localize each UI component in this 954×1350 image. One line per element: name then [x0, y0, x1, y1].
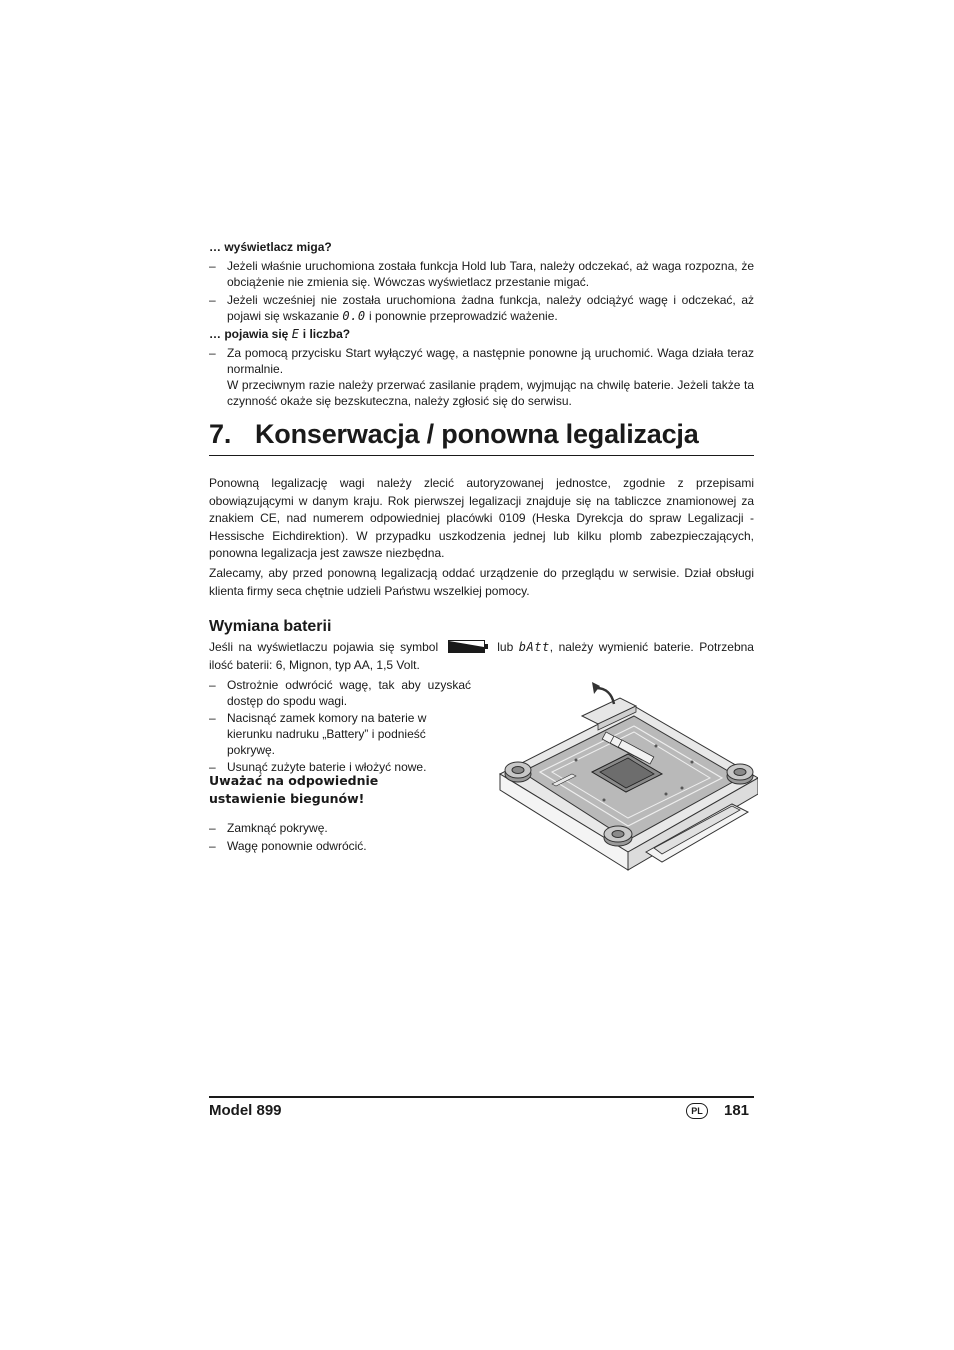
lcd-reading-zero: 0.0: [342, 309, 366, 323]
section-title: Konserwacja / ponowna legalizacja: [255, 419, 699, 449]
list-item-text-continued: W przeciwnym razie należy przerwać zasilanie prądem, wyjmując na chwilę baterie. Jeżeli także ta czynność okaże się bezskuteczna, należy zgłosić się do serwisu.: [227, 378, 754, 408]
list-dash: –: [209, 346, 216, 360]
paragraph: Ponowną legalizację wagi należy zlecić autoryzowanej jednostce, zgodnie z przepisami obowiązującymi w danym kraju. Rok pierwszej legalizacji znajduje się na tabliczce znamionowej za znakiem CE, nad numerem odpowiedniej placówki 0109 (Heska Dyrekcja do spraw Legalizacji - Hessische Eichdirektion). W przypadku uszkodzenia jednej lub kilku plomb zabezpieczających, ponowna legalizacja jest zawsze niezbędna.: [209, 476, 754, 561]
polarity-warning: [209, 772, 378, 808]
lcd-error-symbol: E: [291, 327, 300, 341]
list-dash: –: [209, 259, 216, 273]
list-item-text: Wagę ponownie odwrócić.: [227, 839, 367, 853]
polarity-warning-line2: ustawienie biegunów!: [209, 791, 365, 806]
subsection-heading: Wymiana baterii: [209, 618, 332, 635]
list-item: [209, 345, 754, 409]
list-item-text: Za pomocą przycisku Start wyłączyć wagę, a następnie ponowne ją uruchomić. Waga działa teraz normalnie.: [227, 346, 754, 376]
list-item-text: [227, 292, 754, 324]
lcd-batt-symbol: bAtt: [518, 640, 550, 654]
list-dash: –: [209, 678, 216, 692]
paragraph: Zalecamy, aby przed ponowną legalizacją oddać urządzenie do przeglądu w serwisie. Dział obsługi klienta firmy seca chętnie udzieli Państwu wszelkiej pomocy.: [209, 566, 754, 598]
battery-intro-mid: lub: [497, 640, 514, 654]
list-item-text: Ostrożnie odwrócić wagę, tak aby uzyskać dostęp do spodu wagi.: [227, 678, 471, 708]
list-dash: –: [209, 711, 216, 725]
list-item-text: Nacisnąć zamek komory na baterie w kierunku nadruku „Battery” i podnieść pokrywę.: [227, 711, 427, 757]
battery-intro: [209, 639, 754, 673]
question-text-after: i liczba?: [302, 327, 351, 341]
page-number: 181: [724, 1102, 750, 1119]
list-dash: –: [209, 760, 216, 774]
list-item-text: Zamknąć pokrywę.: [227, 821, 328, 835]
list-item: [209, 820, 471, 836]
list-item: [209, 838, 471, 854]
section-heading: [209, 418, 231, 450]
section-number: 7.: [209, 419, 232, 449]
list-dash: –: [209, 821, 216, 835]
list-item-text-after: i ponownie przeprowadzić ważenie.: [368, 309, 558, 323]
battery-steps-final: [209, 820, 471, 854]
section-heading-rule: [209, 455, 754, 456]
footer-rule: [209, 1096, 754, 1098]
list-dash: –: [209, 293, 216, 307]
list-item: [209, 258, 754, 290]
list-item-text: Jeżeli właśnie uruchomiona została funkcja Hold lub Tara, należy odczekać, aż waga rozpozna, że obciążenie nie zmienia się. Wówczas wyświetlacz przestanie migać.: [227, 259, 754, 289]
battery-intro-after: , należy wymienić baterie. Potrzebna ilość baterii: 6, Mignon, typ AA, 1,5 Volt.: [209, 640, 754, 672]
list-dash: –: [209, 839, 216, 853]
question-display-blinking: … wyświetlacz miga?: [209, 240, 332, 254]
polarity-warning-line1: Uważać na odpowiednie: [209, 773, 379, 788]
list-item-text: Usunąć zużyte baterie i włożyć nowe.: [227, 760, 427, 774]
list-item: [209, 292, 754, 324]
list-item-text-before: Jeżeli wcześniej nie została uruchomiona żadna funkcja, należy odciążyć wagę i odczekać, aż pojawi się wskazanie: [227, 293, 754, 323]
list-item: [209, 710, 471, 758]
question-error-shown: [209, 326, 350, 342]
battery-low-icon: [448, 640, 488, 657]
footer-model: Model 899: [209, 1102, 282, 1119]
question-text-before: … pojawia się: [209, 327, 289, 341]
scale-battery-illustration: [496, 676, 758, 876]
language-badge: PL: [686, 1103, 708, 1119]
battery-intro-before: Jeśli na wyświetlaczu pojawia się symbol: [209, 640, 439, 654]
list-item: [209, 677, 471, 709]
battery-steps: [209, 677, 471, 775]
